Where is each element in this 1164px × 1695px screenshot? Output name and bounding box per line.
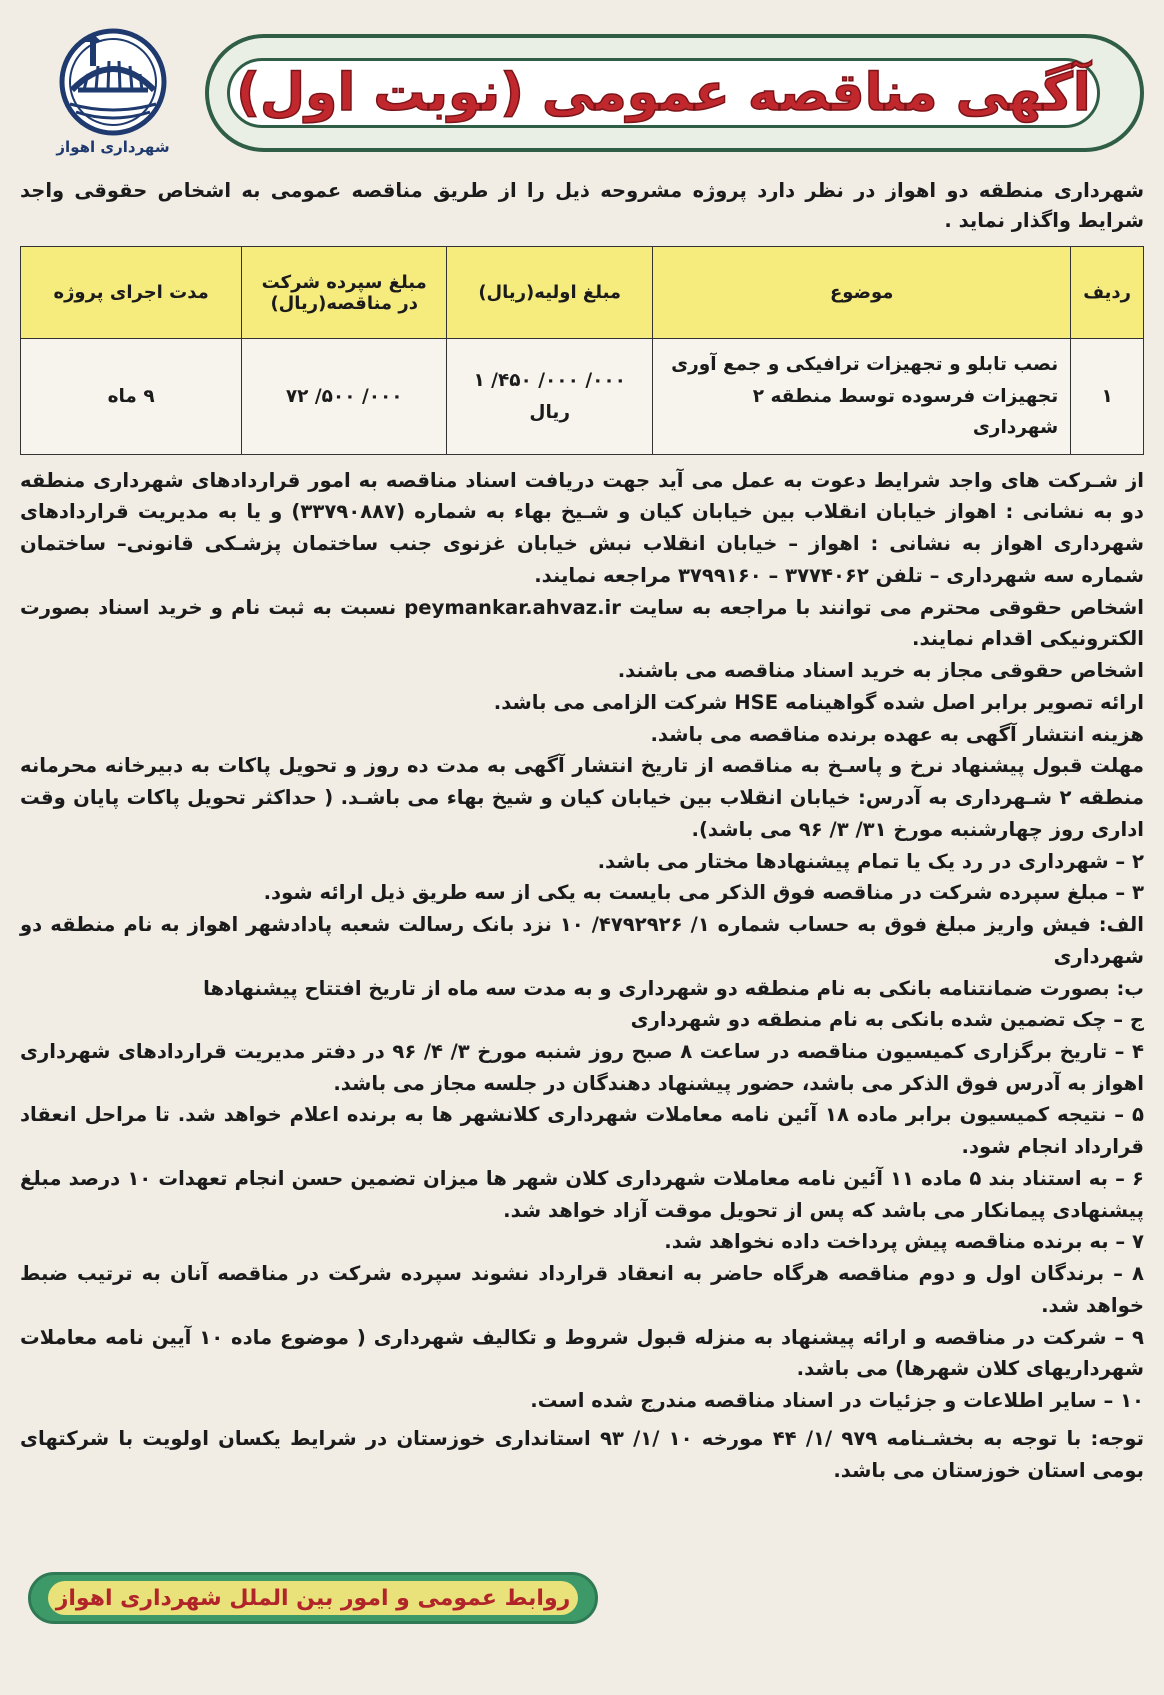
body-paragraph: اشخاص حقوقی محترم می توانند با مراجعه به سایت peymankar.ahvaz.ir نسبت به ثبت نام و خرید اسناد بصورت الکترونیکی اقدام نمایند. — [20, 595, 1144, 651]
page-title: آگهی مناقصه عمومی (نوبت اول) — [236, 63, 1091, 123]
body-paragraph: ب: بصورت ضمانتنامه بانکی به نام منطقه دو شهرداری و به مدت سه ماه از تاریخ افتتاح پیشنهادها — [203, 976, 1144, 1000]
title-pill — [227, 58, 1100, 128]
body-paragraph: از شـرکت های واجد شرایط دعوت به عمل می آید جهت دریافت اسناد مناقصه به امور قراردادهای شهرداری منطقه دو به نشانی : اهواز خیابان انقلاب بین خیابان کیان و شـیخ بهاء به شماره (۳۳۷۹۰۸۸۷) و یا به مدیریت قراردادهای شهرداری اهواز به نشانی : اهواز – خیابان انقلاب نبش خیابان غزنوی جنب ساختمان پزشـکی قانونی– ساختمان شماره سه شهرداری – تلفن ۳۷۷۴۰۶۲ – ۳۷۹۹۱۶۰ مراجعه نمایند. — [20, 468, 1144, 587]
body-paragraph: ج – چک تضمین شده بانکی به نام منطقه دو شهرداری — [630, 1008, 1144, 1032]
footer-inner — [48, 1581, 578, 1615]
notice-body — [20, 465, 1144, 1417]
title-banner — [205, 34, 1144, 152]
tender-table — [20, 246, 1144, 454]
cell-deposit-amount: ۰۰۰/ ۵۰۰/ ۷۲ — [242, 339, 447, 454]
intro-text: شهرداری منطقه دو اهواز در نظر دارد پروژه مشروحه ذیل را از طریق مناقصه عمومی به اشخاص حقوقی واجد شرایط واگذار نماید . — [20, 179, 1144, 233]
body-paragraph: هزینه انتشار آگهی به عهده برنده مناقصه می باشد. — [650, 722, 1144, 746]
body-paragraph: ۳ – مبلغ سپرده شرکت در مناقصه فوق الذکر می بایست به یکی از سه طریق ذیل ارائه شود. — [263, 881, 1144, 905]
footer-text: روابط عمومی و امور بین الملل شهرداری اهواز — [55, 1585, 571, 1611]
footer-banner — [28, 1572, 598, 1624]
body-paragraph: ۷ – به برنده مناقصه پیش پرداخت داده نخواهد شد. — [664, 1230, 1144, 1254]
header-duration: مدت اجرای پروژه — [21, 247, 242, 339]
body-paragraph: اشخاص حقوقی مجاز به خرید اسناد مناقصه می باشند. — [617, 659, 1144, 683]
body-paragraph: ۸ – برندگان اول و دوم مناقصه هرگاه حاضر به انعقاد قرارداد نشوند سپرده شرکت در مناقصه آنان به ترتیب ضبط خواهد شد. — [20, 1262, 1144, 1317]
body-paragraph: ۶ – به استناد بند ۵ ماده ۱۱ آئین نامه معاملات شهرداری کلان شهر ها میزان تضمین حسن انجام تعهدات ۱۰ درصد مبلغ پیشنهادی پیمانکار می باشد که پس از تحویل موقت آزاد خواهد شد. — [20, 1166, 1144, 1222]
notice-header — [20, 18, 1144, 168]
header-deposit-amount: مبلغ سپرده شرکت در مناقصه(ریال) — [242, 247, 447, 339]
body-paragraph: ارائه تصویر برابر اصل شده گواهینامه HSE شرکت الزامی می باشد. — [493, 690, 1144, 714]
body-paragraph: ۲ – شهرداری در رد یک یا تمام پیشنهادها مختار می باشد. — [597, 849, 1144, 873]
cell-initial-amount: ۰۰۰/ ۰۰۰/ ۴۵۰/ ۱ ریال — [447, 339, 653, 454]
cell-duration: ۹ ماه — [21, 339, 242, 454]
note-text: توجه: با توجه به بخشـنامه ۹۷۹ /۱/ ۴۴ مورخه ۱۰ /۱/ ۹۳ استانداری خوزستان در شرایط یکسان اولویت با شرکتهای بومی استان خوزستان می باشد. — [20, 1426, 1144, 1482]
body-paragraph: ۱۰ – سایر اطلاعات و جزئیات در اسناد مناقصه مندرج شده است. — [530, 1389, 1144, 1413]
header-subject: موضوع — [653, 247, 1071, 339]
logo-caption: شهرداری اهواز — [56, 138, 170, 156]
body-paragraph: الف: فیش واریز مبلغ فوق به حساب شماره ۱/ ۴۷۹۲۹۲۶/ ۱۰ نزد بانک رسالت شعبه پادادشهر اهواز به نام منطقه دو شهرداری — [20, 913, 1144, 968]
cell-row-number: ۱ — [1071, 339, 1144, 454]
cell-subject: نصب تابلو و تجهیزات ترافیکی و جمع آوری تجهیزات فرسوده توسط منطقه ۲ شهرداری — [653, 339, 1071, 454]
body-paragraph: ۹ – شرکت در مناقصه و ارائه پیشنهاد به منزله قبول شروط و تکالیف شهرداری ( موضوع ماده ۱۰ آیین نامه معاملات شهرداریهای کلان شهرها) می باشد. — [20, 1325, 1144, 1381]
header-row-number: ردیف — [1071, 247, 1144, 339]
table-row — [21, 339, 1144, 454]
body-paragraph: ۵ – نتیجه کمیسیون برابر ماده ۱۸ آئین نامه معاملات شهرداری کلانشهر ها به برنده اعلام خواهد شد. تا مراحل انعقاد قرارداد انجام شود. — [20, 1103, 1144, 1159]
body-paragraph: ۴ – تاریخ برگزاری کمیسیون مناقصه در ساعت ۸ صبح روز شنبه مورخ ۳/ ۴/ ۹۶ در دفتر مدیریت قراردادهای شهرداری اهواز به آدرس فوق الذکر می باشد، حضور پیشنهاد دهندگان در جلسه مجاز می باشد. — [20, 1039, 1144, 1095]
table-header-row — [21, 247, 1144, 339]
header-initial-amount: مبلغ اولیه(ریال) — [447, 247, 653, 339]
municipality-logo — [28, 28, 198, 168]
body-paragraph: مهلت قبول پیشنهاد نرخ و پاسـخ به مناقصه از تاریخ انتشار آگهی به مدت ده روز و تحویل پاکات به دبیرخانه محرمانه منطقه ۲ شـهرداری به آدرس: خیابان انقلاب بین خیابان کیان و شیخ بهاء می باشـد. ( حداکثر تحویل پاکات پایان وقت اداری روز چهارشنبه مورخ ۳۱/ ۳/ ۹۶ می باشد). — [20, 754, 1144, 841]
bridge-logo-icon — [54, 28, 172, 136]
